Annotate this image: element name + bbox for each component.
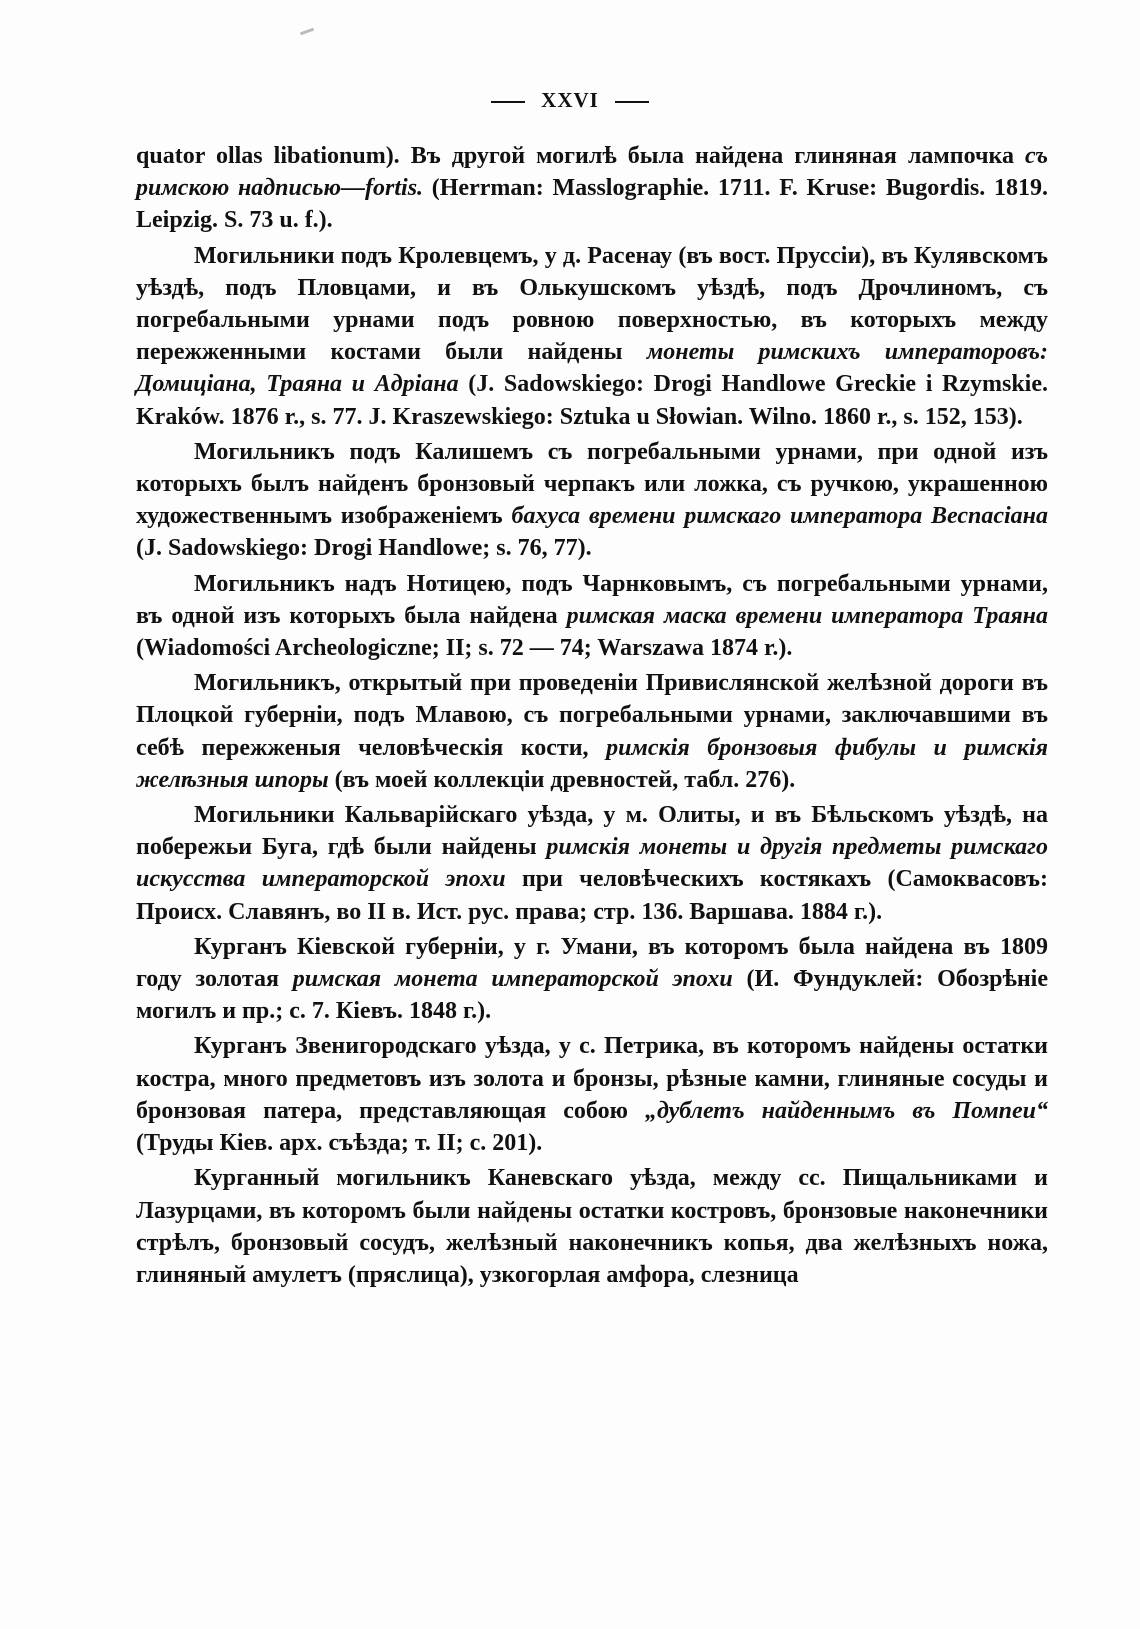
- paragraph-text: Могильники подъ Кролевцемъ, у д. Расенау (въ вост. Пруссіи), въ Кулявскомъ уѣздѣ, подъ Пловцами, и въ Олькушскомъ уѣздѣ, подъ Дрочлиномъ, съ погребальными урнами подъ ровною поверхностью, въ которыхъ между пережженными костами были найдены: [136, 242, 1048, 366]
- paragraph-text: Курганъ Звенигородскаго уѣзда, у с. Петрика, въ которомъ найдены остатки костра, много предметовъ изъ золота и бронзы, рѣзные камни, глиняные сосуды и бронзовая патера, представляющая собою: [136, 1033, 1048, 1124]
- paragraph-text: (J. Sadowskiego: Drogi Handlowe Greckie i Rzymskie. Kraków. 1876 r., s. 77. J. Kraszewskiego: Sztuka u Słowian. Wilno. 1860 r., s. 152, 153).: [136, 371, 1049, 430]
- page-body: [136, 140, 1048, 1291]
- italic-emphasis: „дублетъ найденнымъ въ Помпеи“: [645, 1097, 1048, 1124]
- paragraph-text: Курганъ Кіевской губерніи, у г. Умани, въ которомъ была найдена въ 1809 году золотая: [136, 933, 1048, 993]
- paragraph-text: Могильникъ, открытый при проведеніи Привислянской желѣзной дороги въ Плоцкой губерніи, подъ Млавою, съ погребальными урнами, заключавшими въ себѣ пережженыя человѣческія кости,: [136, 670, 1048, 761]
- italic-emphasis: монеты римскихъ императоровъ: Домиціана, Траяна и Адріана: [136, 339, 1048, 398]
- paragraph: [136, 1030, 1048, 1159]
- italic-emphasis: римскія бронзовыя фибулы и римскія желѣзныя шпоры: [136, 734, 1049, 793]
- paragraph: [136, 240, 1048, 433]
- paragraph-text: при человѣческихъ костякахъ (Самоквасовъ: Происх. Славянъ, во II в. Ист. рус. права; стр. 136. Варшава. 1884 г.).: [136, 866, 1048, 925]
- scan-speck: [300, 28, 314, 36]
- italic-emphasis: бахуса времени римскаго императора Веспасіана: [511, 503, 1049, 530]
- paragraph-text: Могильникъ надъ Нотицею, подъ Чарнковымъ, съ погребальными урнами, въ одной изъ которыхъ была найдена: [136, 570, 1048, 629]
- italic-emphasis: римская монета императорской эпохи: [292, 966, 733, 993]
- paragraph-text: (Труды Кіев. арх. съѣзда; т. II; с. 201).: [136, 1130, 543, 1157]
- paragraph-text: (Wiadomości Archeologiczne; II; s. 72 — 74; Warszawa 1874 r.).: [136, 635, 793, 662]
- header-dash-left: [491, 101, 525, 103]
- paragraph: [136, 436, 1048, 565]
- paragraph: [136, 568, 1048, 665]
- paragraph-text: (И. Фундуклей: Обозрѣніе могилъ и пр.; с. 7. Кіевъ. 1848 г.).: [136, 966, 1048, 1025]
- paragraph: [136, 1162, 1048, 1291]
- paragraph-text: (въ моей коллекціи древностей, табл. 276).: [328, 766, 796, 793]
- paragraph-text: quator ollas libationum). Въ другой могилѣ была найдена глиняная лампочка: [136, 143, 1026, 169]
- paragraph: [136, 931, 1048, 1028]
- page-header: [0, 88, 1140, 113]
- paragraph-text: (Herrman: Masslographie. 1711. F. Kruse: Bugordis. 1819. Leipzig. S. 73 u. f.).: [136, 175, 1048, 234]
- italic-emphasis: римскія монеты и другія предметы римскаго искусства императорской эпохи: [136, 834, 1049, 893]
- italic-emphasis: съ римскою надписью—fortis.: [136, 143, 1048, 202]
- paragraph-text: Курганный могильникъ Каневскаго уѣзда, между сс. Пищальниками и Лазурцами, въ которомъ были найдены остатки костровъ, бронзовые наконечники стрѣлъ, бронзовый сосудъ, желѣзный наконечникъ копья, два желѣзныхъ ножа, глиняный амулетъ (пряслица), узкогорлая амфора, слезница: [136, 1165, 1048, 1288]
- italic-emphasis: римская маска времени императора Траяна: [566, 602, 1049, 629]
- paragraph: [136, 140, 1048, 237]
- paragraph-text: Могильники Кальварійскаго уѣзда, у м. Олиты, и въ Бѣльскомъ уѣздѣ, на побережьи Буга, гдѣ были найдены: [136, 802, 1048, 861]
- paragraph: [136, 667, 1048, 796]
- paragraph-text: (J. Sadowskiego: Drogi Handlowe; s. 76, 77).: [136, 535, 592, 562]
- paragraph-text: Могильникъ подъ Калишемъ съ погребальными урнами, при одной изъ которыхъ былъ найденъ бронзовый черпакъ или ложка, съ ручкою, украшенною художественнымъ изображеніемъ: [136, 438, 1048, 530]
- page-number: XXVI: [541, 88, 599, 112]
- header-dash-right: [615, 101, 649, 103]
- paragraph: [136, 799, 1048, 928]
